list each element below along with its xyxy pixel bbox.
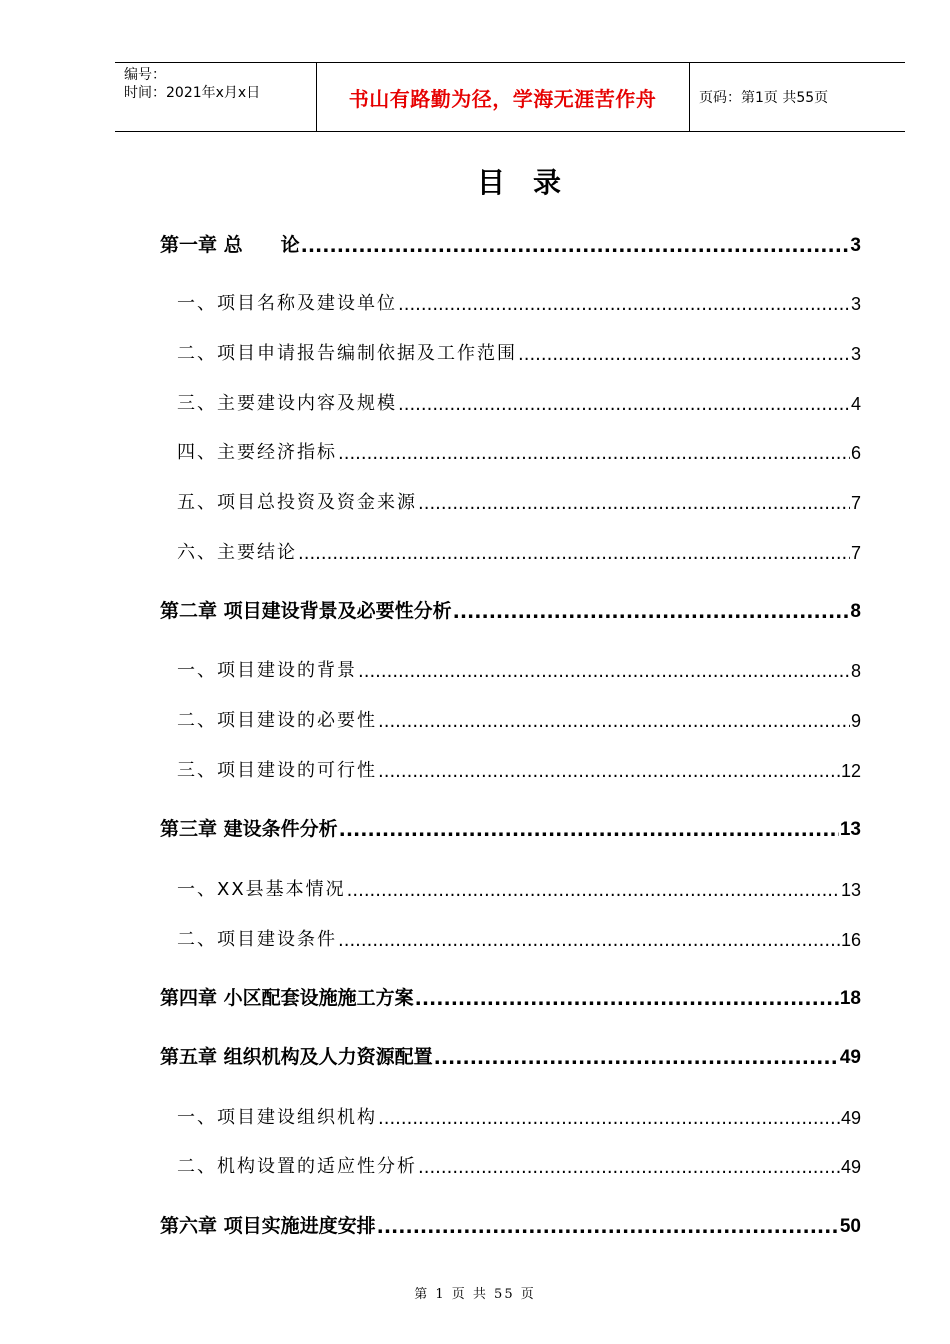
toc-entry-page: 3	[850, 344, 861, 364]
toc-entry-page: 16	[840, 930, 861, 950]
document-header	[115, 62, 905, 132]
toc-entry-label: 一、项目建设组织机构	[177, 1107, 377, 1128]
toc-entry-page: 49	[840, 1108, 861, 1128]
toc-entry-page: 13	[839, 819, 861, 840]
toc-entry-page: 9	[850, 711, 861, 731]
toc-entry-page: 12	[840, 761, 861, 781]
toc-entry-page: 3	[850, 294, 861, 314]
toc-section-1-1[interactable]	[177, 285, 861, 315]
toc-entry-page: 7	[850, 493, 861, 513]
header-info-cell	[115, 63, 317, 131]
toc-section-1-3[interactable]	[177, 385, 861, 415]
toc-section-1-4[interactable]	[177, 434, 861, 464]
toc-entry-label: 一、XX县基本情况	[177, 879, 346, 900]
page-footer: 第 1 页 共 55 页	[414, 1287, 536, 1302]
toc-entry-label: 三、主要建设内容及规模	[177, 393, 397, 414]
toc-entry-label: 一、项目建设的背景	[177, 660, 357, 681]
toc-section-3-2[interactable]	[177, 921, 861, 951]
toc-entry-label: 第五章 组织机构及人力资源配置	[160, 1046, 433, 1068]
toc-entry-page: 7	[850, 543, 861, 563]
toc-entry-page: 4	[850, 394, 861, 414]
toc-entry-label: 二、项目建设的必要性	[177, 710, 377, 731]
toc-section-1-5[interactable]	[177, 484, 861, 514]
toc-chapter-1[interactable]	[160, 227, 861, 257]
header-motto-cell	[316, 63, 690, 131]
toc-entry-page: 49	[839, 1047, 861, 1068]
toc-chapter-3[interactable]	[160, 811, 861, 841]
toc-entry-label: 二、项目申请报告编制依据及工作范围	[177, 343, 517, 364]
header-page-code: 页码：第1页 共55页	[699, 90, 829, 106]
toc-chapter-6[interactable]	[160, 1208, 861, 1238]
toc-section-2-2[interactable]	[177, 702, 861, 732]
toc-entry-page: 8	[850, 601, 861, 622]
page-title: 目录	[476, 166, 589, 199]
toc-section-3-1[interactable]	[177, 871, 861, 901]
toc-entry-page: 13	[840, 880, 861, 900]
toc-entry-page: 3	[850, 235, 861, 256]
toc-chapter-5[interactable]	[160, 1039, 861, 1069]
toc-section-1-2[interactable]	[177, 335, 861, 365]
header-page-cell	[690, 63, 905, 131]
toc-entry-label: 二、项目建设条件	[177, 929, 337, 950]
toc-section-5-2[interactable]	[177, 1148, 861, 1178]
toc-entry-label: 第三章 建设条件分析	[160, 818, 338, 840]
toc-chapter-2[interactable]	[160, 593, 861, 623]
toc-entry-page: 8	[850, 661, 861, 681]
toc-entry-label: 三、项目建设的可行性	[177, 760, 377, 781]
toc-entry-label: 第四章 小区配套设施施工方案	[160, 987, 414, 1009]
toc-entry-label: 四、主要经济指标	[177, 442, 337, 463]
document-date: 时间：2021年x月x日	[124, 85, 261, 101]
toc-entry-label: 一、项目名称及建设单位	[177, 293, 397, 314]
toc-entry-label: 第二章 项目建设背景及必要性分析	[160, 600, 452, 622]
toc-entry-page: 49	[840, 1157, 861, 1177]
toc-section-1-6[interactable]	[177, 534, 861, 564]
toc-section-2-1[interactable]	[177, 652, 861, 682]
toc-section-5-1[interactable]	[177, 1099, 861, 1129]
header-motto: 书山有路勤为径，学海无涯苦作舟	[348, 86, 657, 111]
toc-entry-page: 6	[850, 443, 861, 463]
toc-section-2-3[interactable]	[177, 752, 861, 782]
toc-entry-page: 18	[839, 988, 861, 1009]
toc-entry-page: 50	[839, 1216, 861, 1237]
document-code-label: 编号：	[124, 67, 166, 83]
toc-entry-label: 五、项目总投资及资金来源	[177, 492, 417, 513]
toc-entry-label: 二、机构设置的适应性分析	[177, 1156, 417, 1177]
toc-entry-label: 第六章 项目实施进度安排	[160, 1215, 376, 1237]
toc-chapter-4[interactable]	[160, 980, 861, 1010]
toc-entry-label: 第一章 总 论	[160, 234, 300, 256]
toc-entry-label: 六、主要结论	[177, 542, 297, 563]
